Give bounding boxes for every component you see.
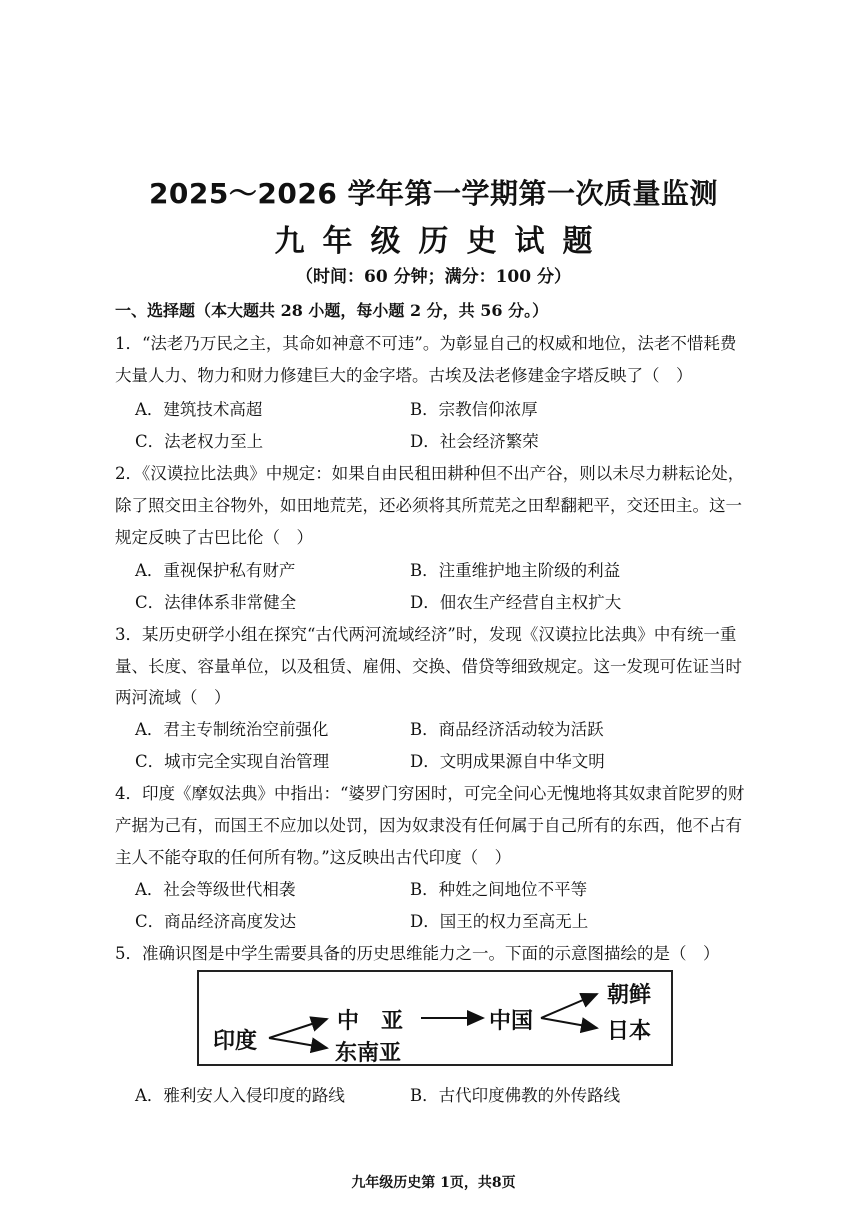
question-3-option-a: A．君主专制统治空前强化 <box>135 720 329 739</box>
question-1-line-2: 大量人力、物力和财力修建巨大的金字塔。古埃及法老修建金字塔反映了（ ） <box>115 366 693 385</box>
label-korea: 朝鲜 <box>607 982 652 1008</box>
arrow-china-japan <box>541 1018 597 1028</box>
route-diagram <box>197 970 673 1066</box>
label-central-asia: 中 亚 <box>337 1008 404 1034</box>
question-2-option-a: A．重视保护私有财产 <box>135 561 296 580</box>
arrow-china-korea <box>541 994 597 1018</box>
question-4-option-b: B．种姓之间地位不平等 <box>410 880 588 899</box>
arrow-india-southeast-asia <box>269 1038 327 1048</box>
question-3-line-3: 两河流域（ ） <box>115 688 231 707</box>
question-1-option-a: A．建筑技术高超 <box>135 400 263 419</box>
question-4-option-d: D．国王的权力至高无上 <box>410 912 589 931</box>
question-4-line-1: 4．印度《摩奴法典》中指出：“婆罗门穷困时，可完全问心无愧地将其奴隶首陀罗的财 <box>115 784 745 803</box>
question-3-line-1: 3．某历史研学小组在探究“古代两河流域经济”时，发现《汉谟拉比法典》中有统一重 <box>115 625 737 644</box>
question-4-option-c: C．商品经济高度发达 <box>135 912 297 931</box>
question-3-option-b: B．商品经济活动较为活跃 <box>410 720 604 739</box>
exam-title: 2025～2026 学年第一学期第一次质量监测 <box>148 177 719 210</box>
label-southeast-asia: 东南亚 <box>335 1040 402 1066</box>
question-5-option-b: B．古代印度佛教的外传路线 <box>410 1086 621 1105</box>
question-1-option-d: D．社会经济繁荣 <box>410 432 539 451</box>
question-2-option-b: B．注重维护地主阶级的利益 <box>410 561 621 580</box>
question-2-line-3: 规定反映了古巴比伦（ ） <box>115 528 313 547</box>
label-china: 中国 <box>489 1008 534 1034</box>
question-5-line-1: 5．准确识图是中学生需要具备的历史思维能力之一。下面的示意图描绘的是（ ） <box>115 944 720 963</box>
question-4-line-3: 主人不能夺取的任何所有物。”这反映出古代印度（ ） <box>115 848 512 867</box>
question-4-line-2: 产据为己有，而国王不应加以处罚，因为奴隶没有任何属于自己所有的东西，他不占有 <box>115 816 742 835</box>
question-4-option-a: A．社会等级世代相袭 <box>135 880 296 899</box>
question-3-option-c: C．城市完全实现自治管理 <box>135 752 330 771</box>
page-footer: 九年级历史第 1页，共8页 <box>351 1175 516 1191</box>
exam-subtitle: 九年级历史试题 <box>274 224 611 259</box>
label-japan: 日本 <box>607 1018 652 1044</box>
route-arrows <box>199 972 671 1064</box>
question-5-option-a: A．雅利安人入侵印度的路线 <box>135 1086 345 1105</box>
exam-info: （时间：60 分钟；满分：100 分） <box>296 267 571 287</box>
question-3-line-2: 量、长度、容量单位，以及租赁、雇佣、交换、借贷等细致规定。这一发现可佐证当时 <box>115 657 742 676</box>
question-2-option-c: C．法律体系非常健全 <box>135 593 297 612</box>
section-heading: 一、选择题（本大题共 28 小题，每小题 2 分，共 56 分。） <box>115 301 549 320</box>
question-2-option-d: D．佃农生产经营自主权扩大 <box>410 593 622 612</box>
question-1-option-b: B．宗教信仰浓厚 <box>410 400 538 419</box>
label-india: 印度 <box>213 1028 258 1054</box>
question-1-option-c: C．法老权力至上 <box>135 432 264 451</box>
question-1-line-1: 1．“法老乃万民之主，其命如神意不可违”。为彰显自己的权威和地位，法老不惜耗费 <box>115 334 737 353</box>
arrow-india-central-asia <box>269 1019 327 1038</box>
question-2-line-1: 2．《汉谟拉比法典》中规定：如果自由民租田耕种但不出产谷，则以未尽力耕耘论处， <box>115 464 745 483</box>
question-3-option-d: D．文明成果源自中华文明 <box>410 752 605 771</box>
question-2-line-2: 除了照交田主谷物外，如田地荒芜，还必须将其所荒芜之田犁翻耙平，交还田主。这一 <box>115 496 742 515</box>
